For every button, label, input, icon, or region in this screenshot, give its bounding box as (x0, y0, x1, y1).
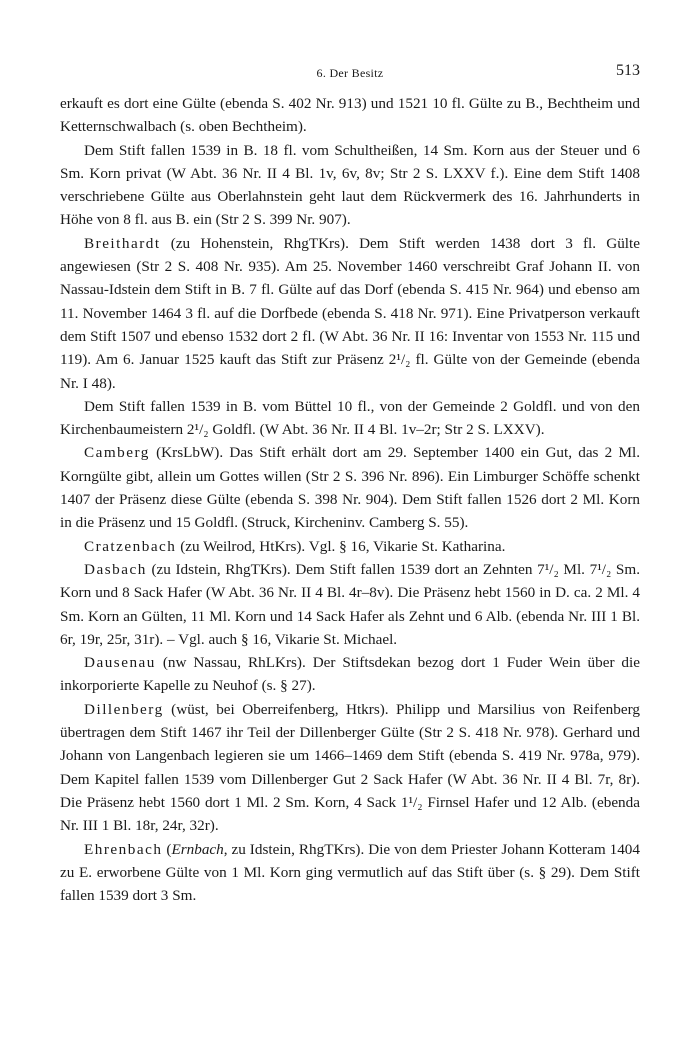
page-number: 513 (616, 62, 640, 79)
body-text (60, 92, 640, 907)
paragraph (60, 441, 640, 534)
paragraph-text: (zu Hohenstein, RhgTKrs). Dem Stift werden 1438 dort 3 fl. Gülte angewiesen (Str 2 S. 408 Nr. 935). Am 25. November 1460 verschreibt Graf Johann II. von Nassau-Idstein dem Stift in B. 7 fl. Gülte auf das Dorf (ebenda S. 415 Nr. 964) und ebenso am 11. November 1464 3 fl. auf die Dorfbede (ebenda S. 418 Nr. 971). Eine Privatperson verkauft dem Stift 1507 und ebenso 1532 dort 2 fl. (W Abt. 36 Nr. II 16: Inventar von 1553 Nr. 115 und 119). Am 6. Januar 1525 kauft das Stift zur Präsenz 2¹/₂ fl. Gülte von der Gemeinde (ebenda Nr. I 48). (60, 234, 640, 392)
paragraph-text: (zu Idstein, RhgTKrs). Dem Stift fallen 1539 dort an Zehnten 7¹/₂ Ml. 7¹/₂ Sm. Korn und 8 Sack Hafer (W Abt. 36 Nr. II 4 Bl. 4r–8v). Die Präsenz hebt 1560 in D. ca. 2 Ml. 4 Sm. Korn an Gülten, 11 Ml. Korn und 14 Sack Hafer als Zehnt und 6 Alb. (ebenda Nr. III 1 Bl. 6r, 19r, 25r, 31r). – Vgl. auch § 16, Vikarie St. Michael. (60, 560, 640, 648)
paragraph (60, 651, 640, 698)
paragraph (60, 92, 640, 139)
place-name-heading: Cratzenbach (84, 537, 177, 555)
place-name-heading: Ehrenbach (84, 840, 163, 858)
paragraph-text: , zu Idstein, RhgTKrs). Die von dem Priester Johann Kotteram 1404 zu E. erworbene Gülte von 1 Ml. Korn ging vermutlich auf das Stift über (s. § 29). Dem Stift fallen 1539 dort 3 Sm. (60, 840, 640, 905)
paragraph-text: Dem Stift fallen 1539 in B. vom Büttel 10 fl., von der Gemeinde 2 Goldfl. und von den Kirchenbaumeistern 2¹/₂ Goldfl. (W Abt. 36 Nr. II 4 Bl. 1v–2r; Str 2 S. LXXV). (60, 397, 640, 439)
paragraph (60, 139, 640, 232)
paragraph (60, 838, 640, 908)
place-name-heading: Dillenberg (84, 700, 164, 718)
paragraph-text: (KrsLbW). Das Stift erhält dort am 29. September 1400 ein Gut, das 2 Ml. Korngülte gibt, allein um Gottes willen (Str 2 S. 396 Nr. 896). Ein Limburger Schöffe schenkt 1407 der Präsenz diese Gülte (ebenda S. 398 Nr. 904). Dem Stift fallen 1526 dort 2 Ml. Korn in die Präsenz und 15 Goldfl. (Struck, Kircheninv. Camberg S. 55). (60, 444, 640, 532)
paragraph (60, 558, 640, 651)
paragraph-text: (nw Nassau, RhLKrs). Der Stiftsdekan bezog dort 1 Fuder Wein über die inkorporierte Kapelle zu Neuhof (s. § 27). (60, 654, 640, 695)
place-name-heading: Dausenau (84, 654, 156, 672)
paragraph-text: ( (162, 840, 172, 858)
place-name-heading: Dasbach (84, 560, 147, 578)
paragraph (60, 698, 640, 838)
paragraph-text: erkauft es dort eine Gülte (ebenda S. 402 Nr. 913) und 1521 10 fl. Gülte zu B., Bechtheim und Ketternschwalbach (s. oben Bechtheim). (60, 95, 640, 136)
page-header (60, 62, 640, 84)
running-head: 6. Der Besitz (316, 66, 384, 80)
italic-variant-name: Ernbach (171, 840, 224, 858)
paragraph (60, 395, 640, 442)
place-name-heading: Camberg (84, 444, 150, 462)
paragraph-text: (zu Weilrod, HtKrs). Vgl. § 16, Vikarie St. Katharina. (176, 537, 506, 555)
paragraph (60, 535, 640, 558)
paragraph (60, 232, 640, 395)
paragraph-text: Dem Stift fallen 1539 in B. 18 fl. vom Schultheißen, 14 Sm. Korn aus der Steuer und 6 Sm. Korn privat (W Abt. 36 Nr. II 4 Bl. 1v, 6v, 8v; Str 2 S. LXXV f.). Eine dem Stift 1408 verschriebene Gülte aus Oberlahnstein geht laut dem Rückvermerk des 16. Jahrhunderts in Höhe von 8 fl. aus B. ein (Str 2 S. 399 Nr. 907). (60, 141, 640, 229)
paragraph-text: (wüst, bei Oberreifenberg, Htkrs). Philipp und Marsilius von Reifenberg übertragen dem Stift 1467 ihr Teil der Dillenberger Gülte (Str 2 S. 418 Nr. 978). Gerhard und Johann von Langenbach legieren sie um 1466–1469 dem Stift (ebenda S. 419 Nr. 978a, 979). Dem Kapitel fallen 1539 vom Dillenberger Gut 2 Sack Hafer (W Abt. 36 Nr. II 4 Bl. 7r, 8r). Die Präsenz hebt 1560 dort 1 Ml. 2 Sm. Korn, 4 Sack 1¹/₂ Firnsel Hafer und 12 Alb. (ebenda Nr. III 1 Bl. 18r, 24r, 32r). (60, 700, 640, 835)
place-name-heading: Breithardt (84, 234, 161, 252)
